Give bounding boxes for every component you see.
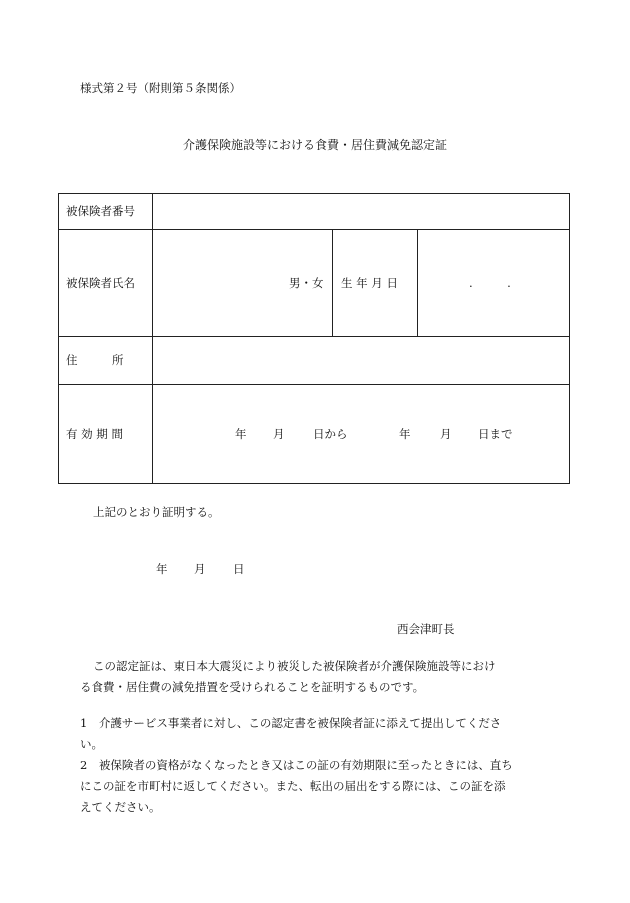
note-item-1: 1 介護サービス事業者に対し、この認定書を被保険者証に添えて提出してくださ [80, 716, 502, 730]
insured-number-label: 被保険者番号 [66, 204, 135, 218]
validity-to-day: 日まで [478, 427, 513, 441]
validity-to-month: 月 [440, 427, 452, 441]
intro-line: る食費・居住費の減免措置を受けられることを証明するものです。 [80, 680, 425, 694]
address-label: 住 所 [66, 353, 124, 367]
validity-from-year: 年 [235, 427, 247, 441]
issuer-name: 西会津町長 [397, 622, 455, 636]
certification-statement: 上記のとおり証明する。 [93, 505, 220, 519]
note-item-1-continued: い。 [80, 737, 103, 751]
document-title: 介護保険施設等における食費・居住費減免認定証 [182, 138, 447, 152]
insured-name-label: 被保険者氏名 [66, 276, 135, 290]
intro-line: この認定証は、東日本大震災により被災した被保険者が介護保険施設等におけ [93, 659, 496, 673]
validity-from-month: 月 [273, 427, 285, 441]
birthdate-field[interactable]: . . [469, 276, 511, 290]
note-item-2: 2 被保険者の資格がなくなったとき又はこの証の有効期限に至ったときには、直ち [80, 758, 513, 772]
validity-period-label: 有 効 期 間 [66, 427, 123, 441]
form-number-label: 様式第２号（附則第５条関係） [80, 81, 241, 95]
table-rule [332, 229, 333, 336]
note-item-2-continued: にこの証を市町村に返してください。また、転出の届出をする際には、この証を添 [80, 779, 506, 793]
address-field[interactable] [153, 337, 567, 383]
birthdate-label: 生 年 月 日 [341, 276, 398, 290]
issue-date-year: 年 [156, 562, 168, 576]
validity-to-year: 年 [399, 427, 411, 441]
table-rule [59, 384, 569, 385]
validity-from-day: 日から [313, 427, 348, 441]
insured-number-field[interactable] [153, 195, 567, 228]
certificate-form-table [58, 193, 570, 484]
issue-date-month: 月 [194, 562, 206, 576]
note-item-2-continued: えてください。 [80, 800, 161, 814]
gender-selector[interactable]: 男・女 [289, 276, 324, 290]
table-rule [417, 229, 418, 336]
issue-date-day: 日 [233, 562, 245, 576]
